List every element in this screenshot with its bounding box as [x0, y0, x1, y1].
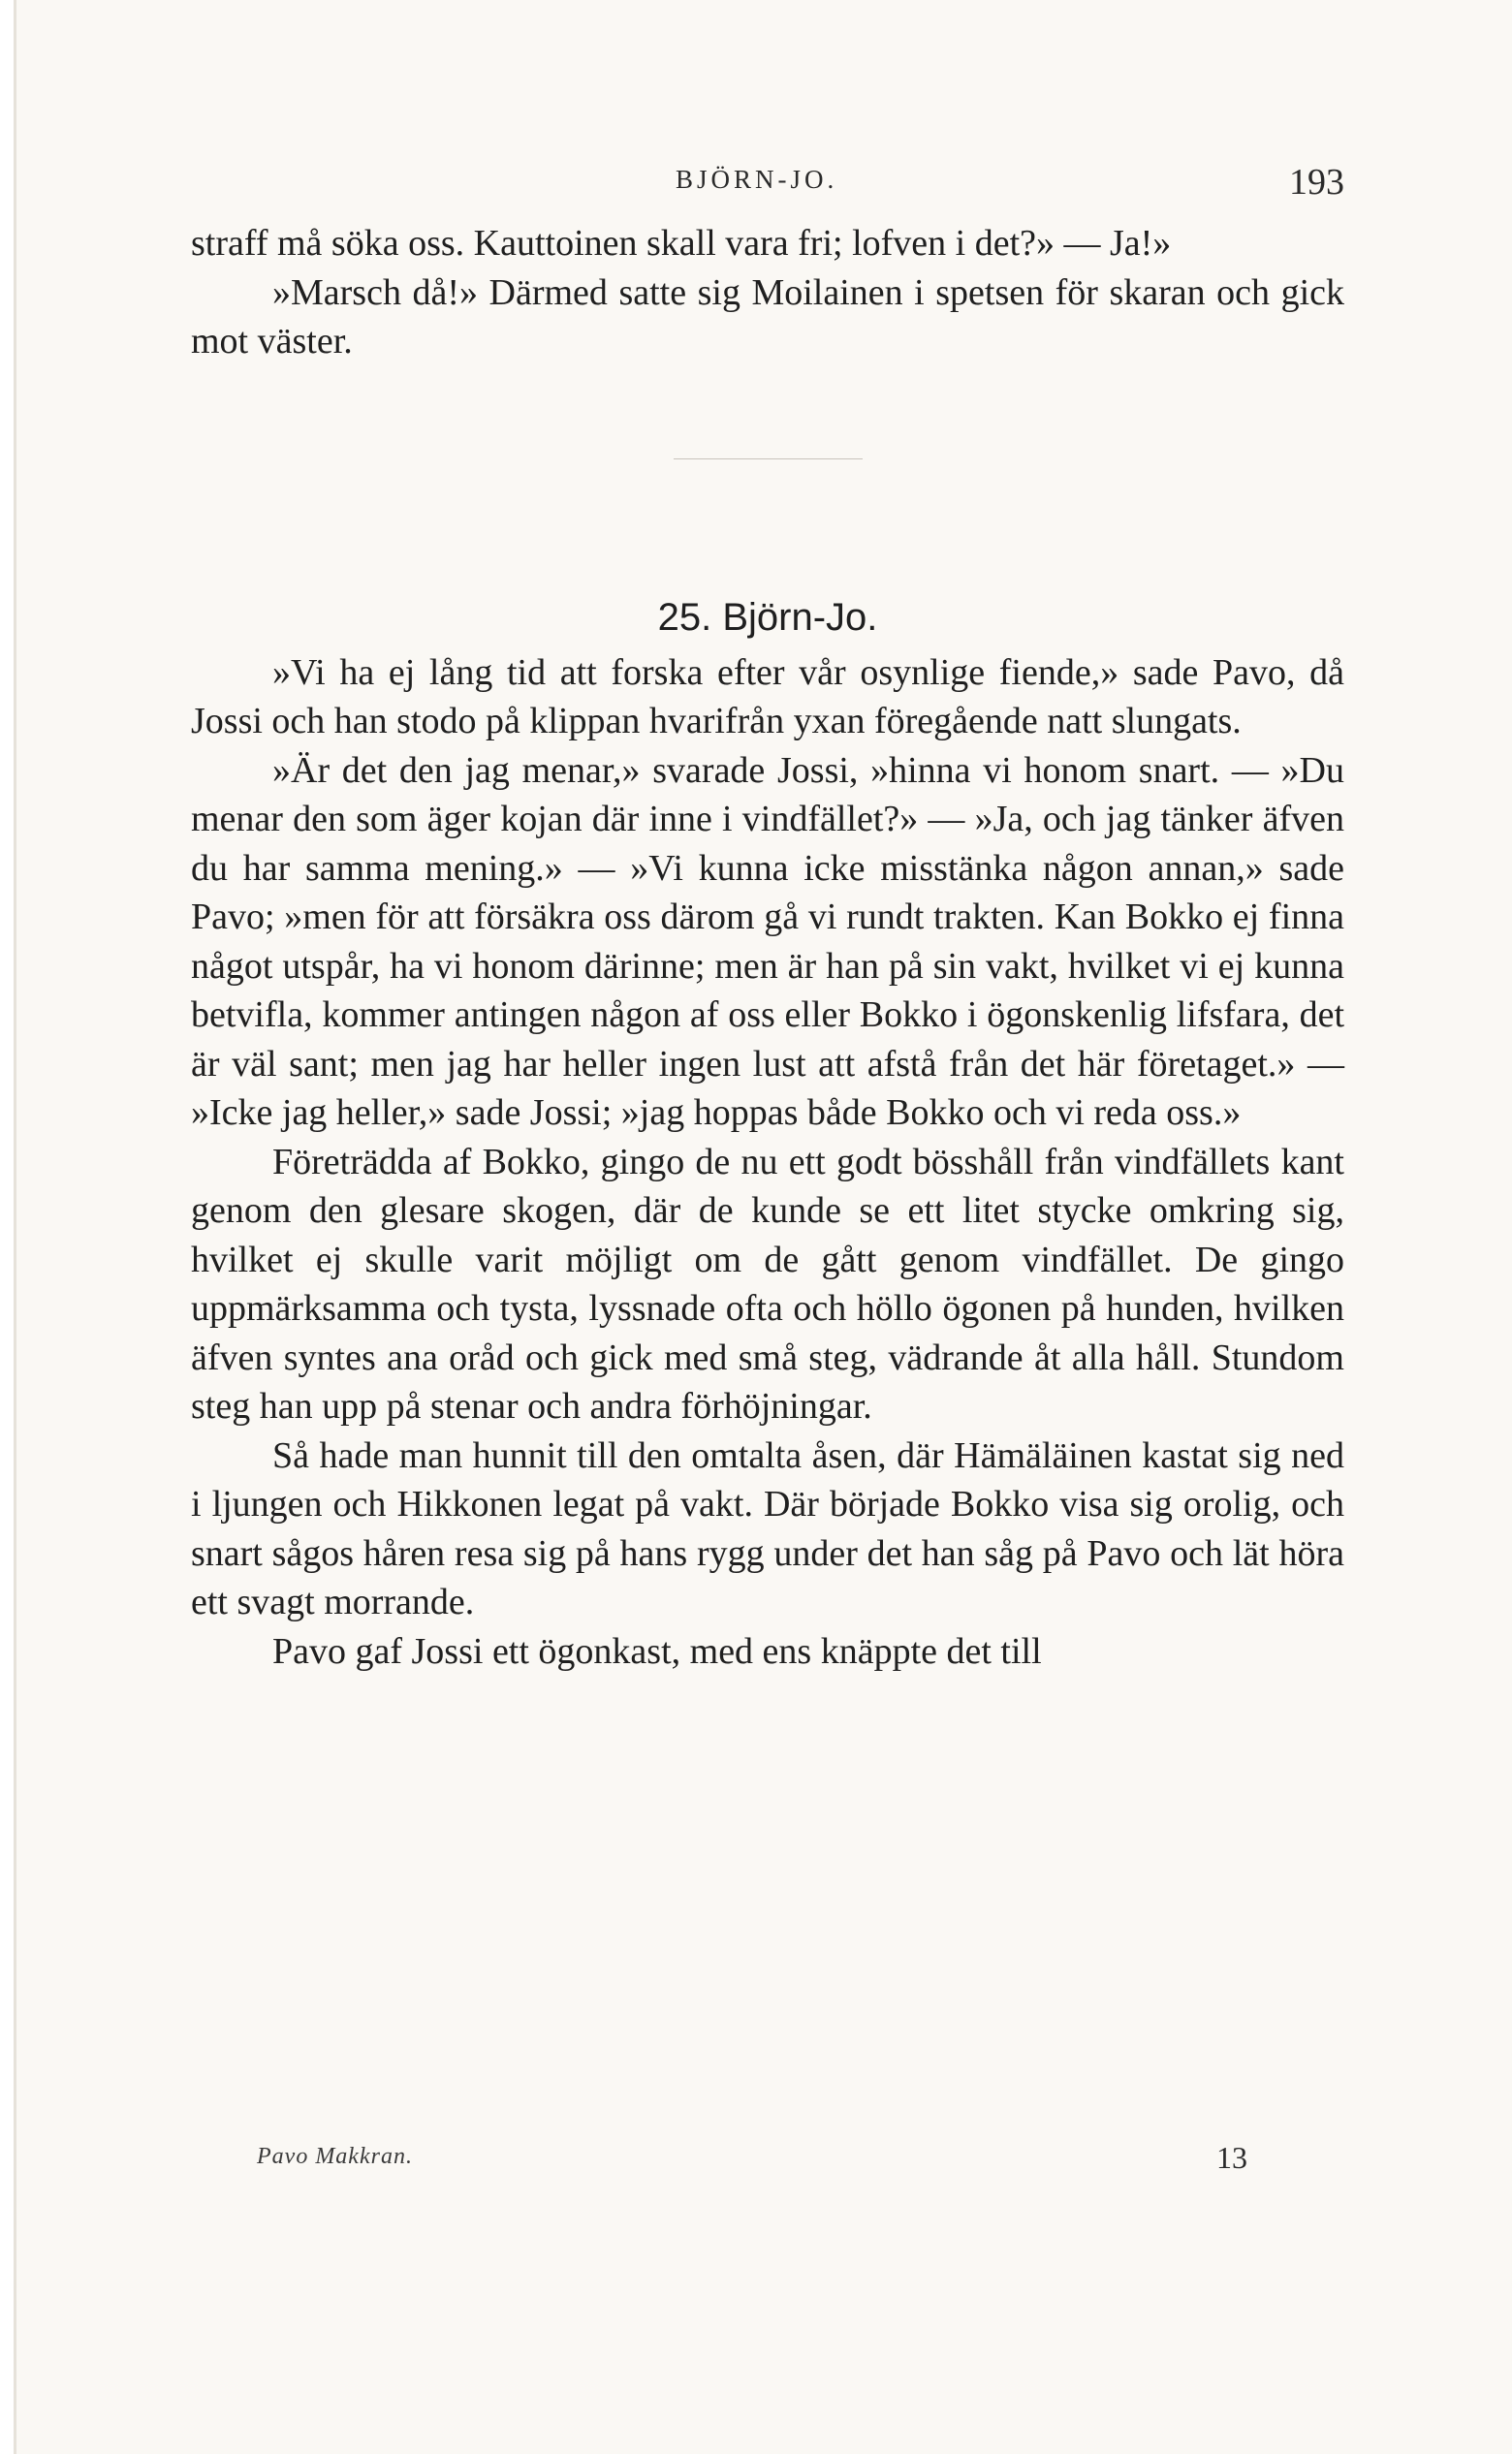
chapter-heading: 25. Björn-Jo.: [657, 595, 878, 639]
running-title: BJÖRN-JO.: [676, 165, 838, 194]
section-separator: [674, 458, 863, 459]
sheet-number: 13: [1216, 2140, 1247, 2175]
body-paragraph: »Vi ha ej lång tid att forska efter vår osynlige fiende,» sade Pavo, då Jossi och han stodo på klippan hvarifrån yxan föregående natt slungats.: [191, 651, 1344, 741]
body-paragraph: Så hade man hunnit till den omtalta åsen, där Hämäläinen kastat sig ned i ljungen och Hikkonen legat på vakt. Där började Bokko visa sig orolig, och snart sågos håren resa sig på hans rygg under det han såg på Pavo och lät höra ett svagt morrande.: [191, 1434, 1344, 1622]
opening-paragraph: »Marsch då!» Därmed satte sig Moilainen i spetsen för skaran och gick mot väster.: [191, 271, 1344, 362]
opening-paragraph: straff må söka oss. Kauttoinen skall vara fri; lofven i det?» — Ja!»: [191, 223, 1172, 264]
page-footer: [191, 2140, 1247, 2185]
book-page: [14, 0, 1512, 2454]
page-number: 193: [1289, 162, 1344, 203]
body-paragraph: Företrädda af Bokko, gingo de nu ett godt bösshåll från vindfällets kant genom den glesare skogen, där de kunde se ett litet stycke omkring sig, hvilket ej skulle varit möjligt om de gått genom vindfället. De gingo uppmärksamma och tysta, lyssnade ofta och höllo ögonen på hunden, hvilken äfven syntes ana oråd och gick med små steg, vädrande åt alla håll. Stundom steg han upp på stenar och andra förhöjningar.: [191, 1141, 1344, 1427]
body-paragraph: Pavo gaf Jossi ett ögonkast, med ens knäppte det till: [272, 1630, 1042, 1672]
printer-signature: Pavo Makkran.: [257, 2144, 413, 2169]
page-body: [191, 219, 1344, 1676]
body-paragraph: »Är det den jag menar,» svarade Jossi, »hinna vi honom snart. — »Du menar den som äger kojan där inne i vindfället?» — »Ja, och jag tänker äfven du har samma mening.» — »Vi kunna icke misstänka någon annan,» sade Pavo; »men för att försäkra oss därom gå vi rundt trakten. Kan Bokko ej finna något utspår, ha vi honom därinne; men är han på sin vakt, hvilket vi ej kunna betvifla, kommer antingen någon af oss eller Bokko i ögonskenlig lifsfara, det är väl sant; men jag har heller ingen lust att afstå från det här företaget.» — »Icke jag heller,» sade Jossi; »jag hoppas både Bokko och vi reda oss.»: [191, 749, 1344, 1133]
running-header: [191, 161, 1344, 204]
